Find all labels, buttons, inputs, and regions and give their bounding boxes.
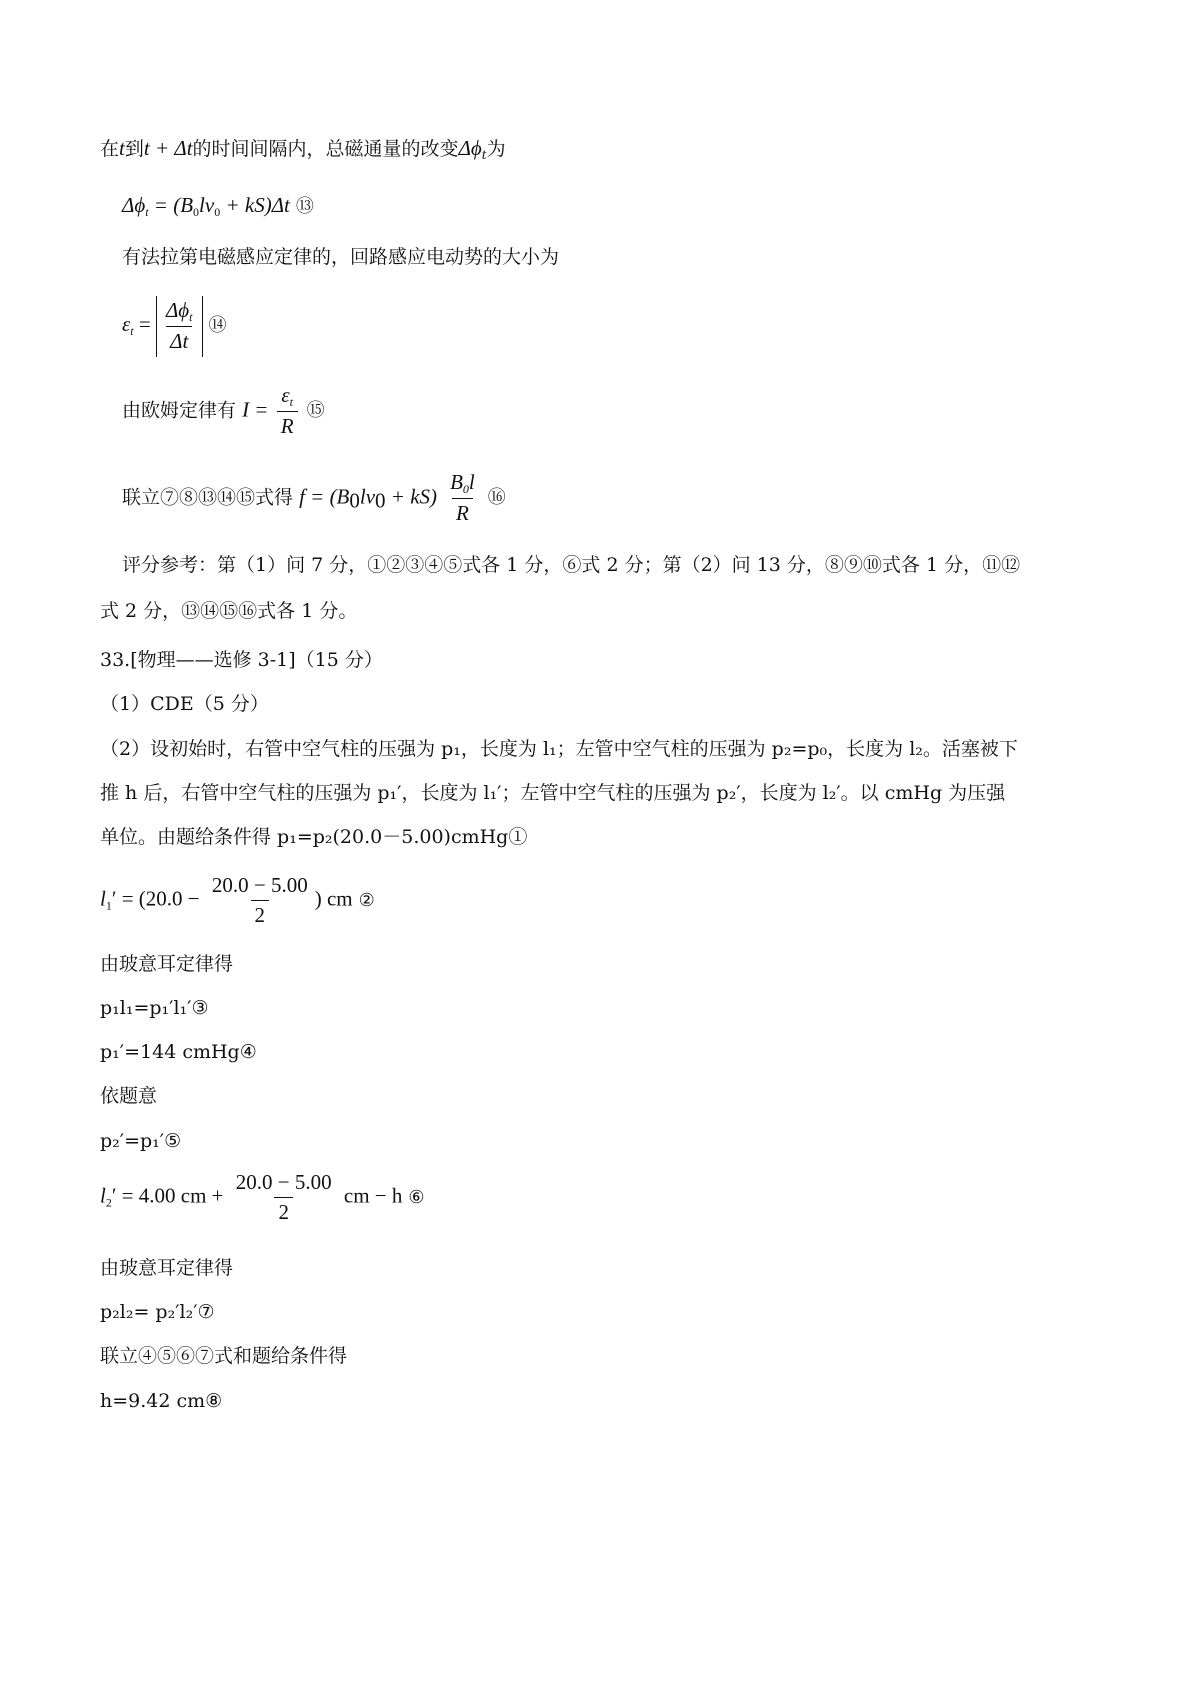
math-expr: = (B	[148, 193, 194, 217]
math-expr: + kS)Δt	[220, 193, 290, 217]
equation-number: ⑯	[487, 487, 506, 509]
text-line-18: 依题意	[100, 1085, 158, 1107]
fraction-denominator: Δt	[166, 326, 192, 354]
math-expr: cm − h	[338, 1183, 403, 1208]
text-line-19: p₂′=p₁′⑤	[100, 1130, 182, 1152]
fraction-numerator: 20.0 − 5.00	[235, 1170, 332, 1194]
text-line-10: （1）CDE（5 分）	[100, 693, 269, 715]
fraction	[162, 298, 197, 355]
text-line-7: 评分参考：第（1）问 7 分，①②③④⑤式各 1 分，⑥式 2 分；第（2）问 13 分，⑧⑨⑩式各 1 分，⑪⑫	[122, 554, 1021, 576]
equation-16	[122, 470, 506, 527]
math-expr: ε	[281, 383, 290, 407]
text-line-1	[100, 136, 506, 162]
text-line-8: 式 2 分，⑬⑭⑮⑯式各 1 分。	[100, 600, 358, 622]
math-prime: ′	[111, 1183, 117, 1208]
text-line-24: h=9.42 cm⑧	[100, 1390, 223, 1412]
math-subscript: t	[145, 205, 149, 219]
math-subscript: 1	[105, 898, 112, 913]
math-expr: lv	[359, 484, 376, 509]
fraction	[208, 873, 312, 928]
text-line-3: 有法拉第电磁感应定律的，回路感应电动势的大小为	[122, 246, 560, 268]
math-expr: Δϕ	[458, 136, 482, 160]
math-lhs: Δϕ	[122, 193, 146, 217]
math-expr: f = (B	[299, 484, 350, 509]
math-expr: l	[468, 470, 475, 494]
text-line-12: 推 h 后，右管中空气柱的压强为 p₁′，长度为 l₁′；左管中空气柱的压强为 p₂′，长度为 l₂′。以 cmHg 为压强	[100, 782, 1006, 804]
math-var: t	[119, 136, 125, 160]
equation-6	[100, 1170, 425, 1225]
math-subscript: t	[289, 395, 293, 409]
math-subscript: t	[481, 148, 487, 162]
fraction-denominator: 2	[274, 1197, 293, 1225]
fraction	[232, 1170, 336, 1225]
fraction-numerator	[277, 383, 297, 411]
fraction-denominator: 2	[251, 900, 270, 928]
equation-number: ⑬	[295, 196, 314, 217]
equation-number: ⑮	[306, 400, 325, 422]
equation-2	[100, 873, 375, 928]
math-expr: + kS)	[385, 484, 438, 509]
math-lhs: l	[100, 1183, 106, 1208]
text-fragment: 在	[100, 138, 120, 160]
equation-number: ⑭	[208, 315, 227, 337]
fraction-numerator: 20.0 − 5.00	[211, 873, 308, 897]
math-subscript: 0	[375, 488, 386, 513]
math-subscript: t	[189, 310, 193, 324]
math-expr: = 4.00 cm +	[116, 1183, 229, 1208]
math-expr: ) cm	[314, 886, 353, 911]
math-expr: =	[133, 312, 151, 337]
math-subscript: t	[130, 324, 134, 339]
math-expr: lv	[199, 193, 215, 217]
equation-number: ②	[358, 889, 375, 911]
math-expr: B	[450, 470, 463, 494]
fraction	[277, 383, 298, 440]
fraction-numerator	[446, 470, 479, 498]
math-lhs: l	[100, 886, 106, 911]
math-expr: t + Δt	[143, 136, 193, 160]
fraction-denominator: R	[452, 498, 473, 526]
absolute-value	[156, 296, 203, 357]
text-fragment: 到	[124, 138, 144, 160]
text-fragment: 为	[486, 138, 506, 160]
math-expr: = (20.0 −	[116, 886, 205, 911]
math-subscript: 0	[193, 205, 200, 219]
text-line-21: 由玻意耳定律得	[100, 1257, 234, 1279]
text-line-15: 由玻意耳定律得	[100, 953, 234, 975]
math-subscript: 2	[105, 1195, 112, 1210]
math-subscript: 0	[214, 205, 221, 219]
section-heading: 33.[物理——选修 3-1]（15 分）	[100, 649, 383, 671]
math-lhs: ε	[122, 312, 131, 337]
text-fragment: 由欧姆定律有	[122, 399, 237, 422]
equation-14	[122, 296, 227, 357]
text-line-16: p₁l₁=p₁′l₁′③	[100, 997, 209, 1019]
text-line-22: p₂l₂= p₂′l₂′⑦	[100, 1301, 215, 1323]
fraction	[446, 470, 479, 527]
text-line-13: 单位。由题给条件得 p₁=p₂(20.0－5.00)cmHg①	[100, 826, 528, 848]
equation-13	[122, 193, 314, 219]
text-fragment: 的时间间隔内，总磁通量的改变	[192, 138, 459, 160]
fraction-denominator: R	[277, 411, 298, 439]
equation-15	[122, 383, 325, 440]
fraction-numerator	[162, 298, 197, 326]
equation-number: ⑥	[408, 1186, 425, 1208]
math-subscript: 0	[349, 488, 360, 513]
text-line-11: （2）设初始时，右管中空气柱的压强为 p₁，长度为 l₁；左管中空气柱的压强为 p₂=p₀，长度为 l₂。活塞被下	[100, 738, 1018, 760]
math-subscript: 0	[462, 482, 469, 496]
math-prime: ′	[111, 886, 117, 911]
text-line-17: p₁′=144 cmHg④	[100, 1041, 257, 1063]
text-fragment: 联立⑦⑧⑬⑭⑮式得	[122, 486, 294, 509]
text-line-23: 联立④⑤⑥⑦式和题给条件得	[100, 1345, 348, 1367]
math-lhs: I =	[242, 397, 274, 422]
math-expr: Δϕ	[165, 298, 190, 322]
